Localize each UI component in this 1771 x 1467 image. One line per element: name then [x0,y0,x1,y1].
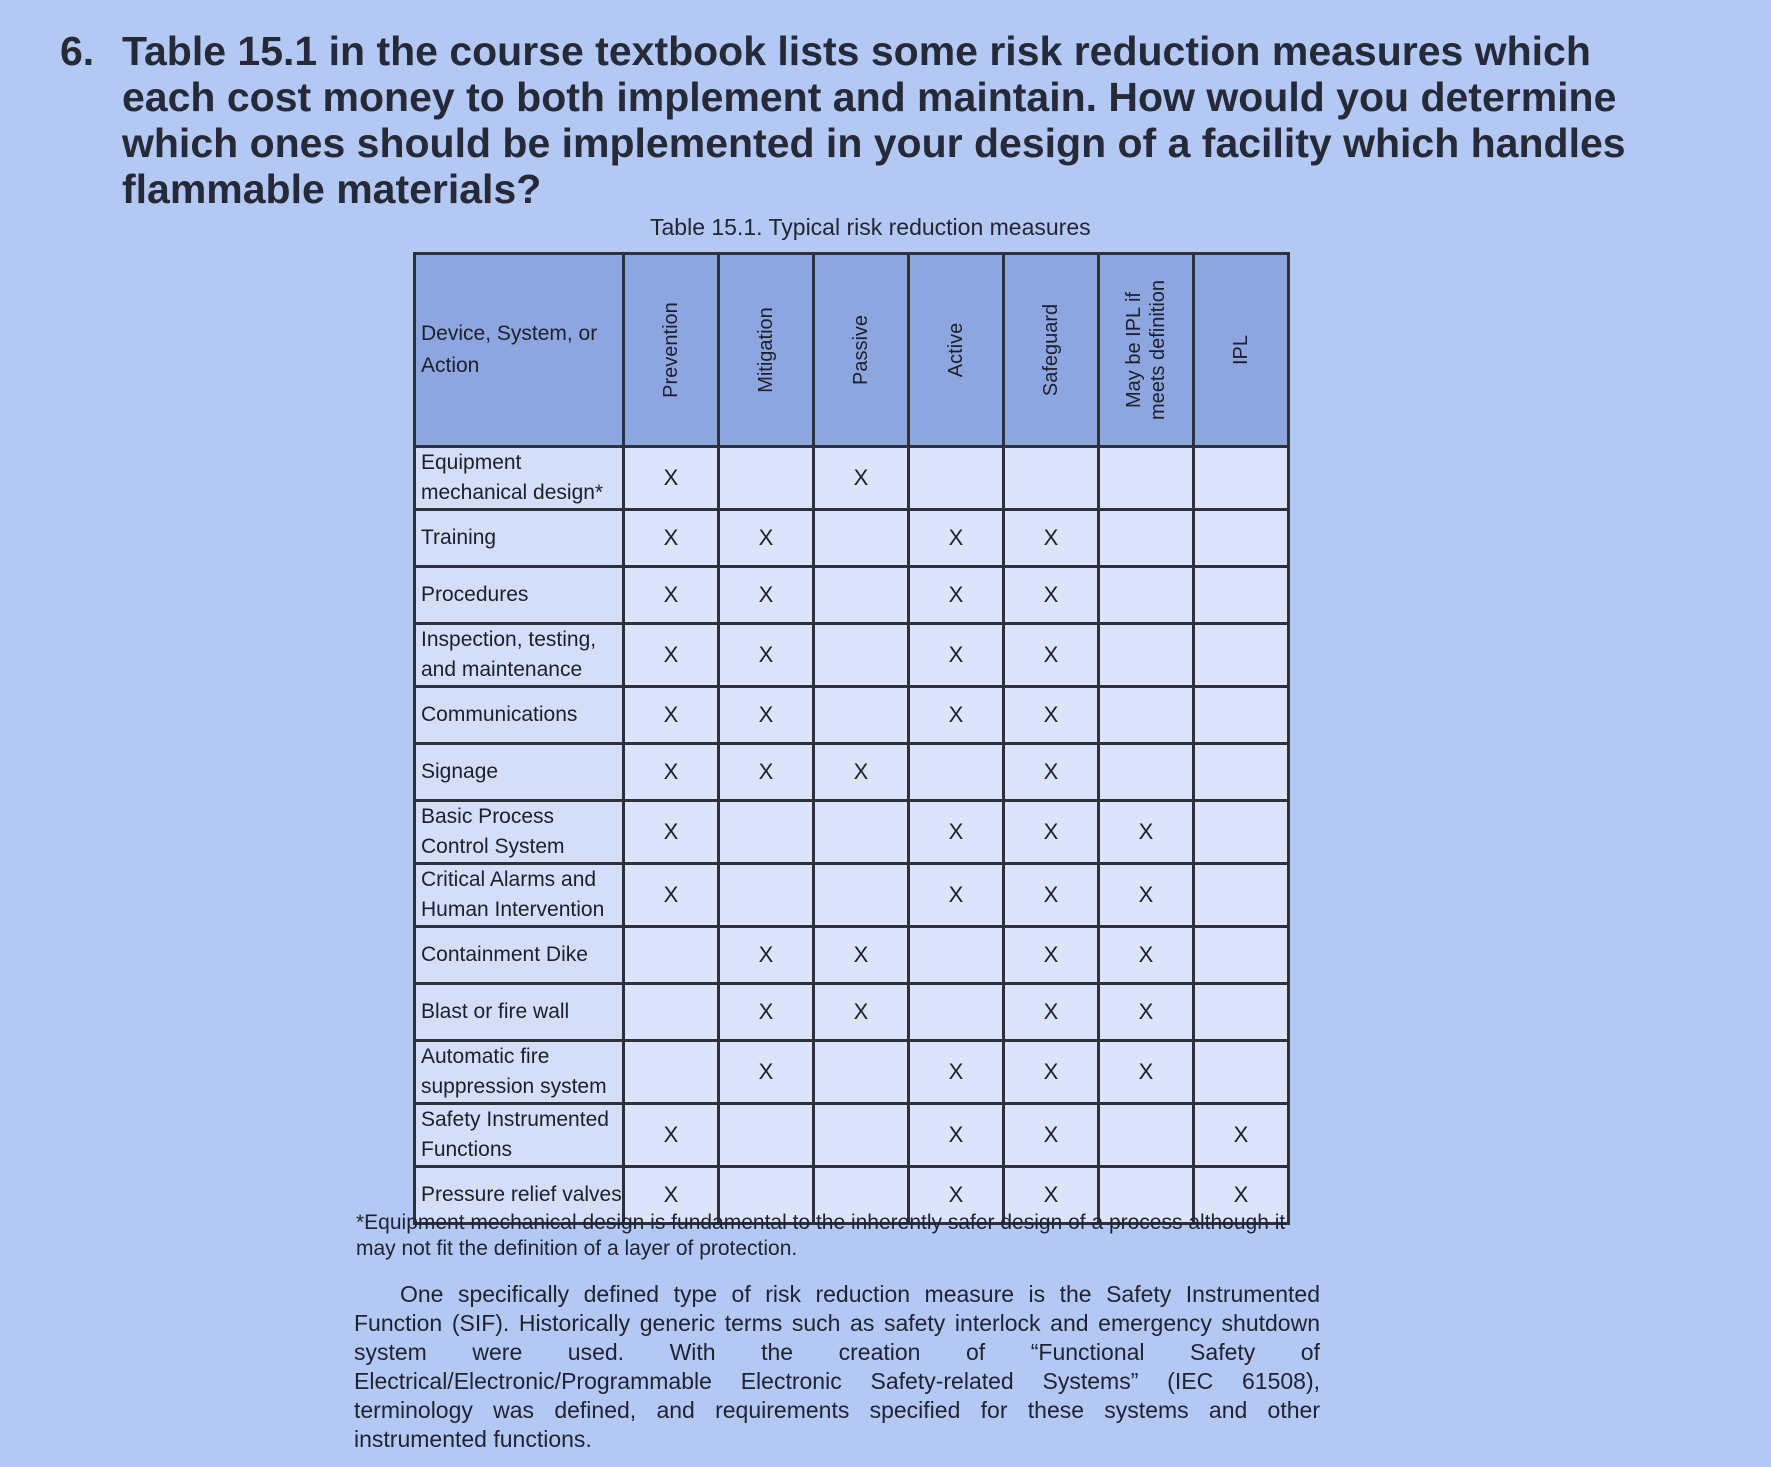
row-name-cell [415,510,624,567]
row-name: Pressure relief valves [421,1183,622,1206]
mark-cell [719,447,814,510]
mark-cell [1004,801,1099,864]
row-name: Signage [421,760,499,783]
x-mark: X [948,1122,964,1147]
column-header [1099,254,1194,447]
x-mark: X [663,525,679,550]
mark-cell [624,687,719,744]
x-mark: X [948,702,964,727]
x-mark: X [1138,819,1154,844]
x-mark: X [948,819,964,844]
x-mark: X [663,819,679,844]
mark-cell [1194,687,1289,744]
table-row [415,510,1289,567]
table-header-row [415,254,1289,447]
x-mark: X [758,525,774,550]
x-mark: X [948,1059,964,1084]
mark-cell [1004,1104,1099,1167]
row-name-cell [415,1104,624,1167]
x-mark: X [1043,882,1059,907]
column-header [624,254,719,447]
x-mark: X [853,465,869,490]
row-name-cell [415,801,624,864]
x-mark: X [663,759,679,784]
row-name-cell [415,567,624,624]
x-mark: X [1043,819,1059,844]
row-header-cell: Device, System, or Action [415,254,624,447]
question-number: 6. [60,28,95,74]
mark-cell [1004,864,1099,927]
x-mark: X [948,642,964,667]
row-name-cell [415,687,624,744]
mark-cell [909,801,1004,864]
mark-cell [814,567,909,624]
mark-cell [719,864,814,927]
row-name: Automatic fire suppression system [421,1045,607,1098]
mark-cell [1099,624,1194,687]
x-mark: X [663,1122,679,1147]
x-mark: X [758,1059,774,1084]
column-header [1004,254,1099,447]
table-caption: Table 15.1. Typical risk reduction measures [650,214,1091,240]
mark-cell [909,447,1004,510]
x-mark: X [948,582,964,607]
mark-cell [909,927,1004,984]
mark-cell [1194,744,1289,801]
x-mark: X [758,582,774,607]
row-name-cell [415,744,624,801]
mark-cell [814,510,909,567]
x-mark: X [1233,1182,1249,1207]
table-row [415,567,1289,624]
x-mark: X [1043,999,1059,1024]
row-name: Inspection, testing, and maintenance [421,628,597,681]
mark-cell [1099,744,1194,801]
mark-cell [814,1041,909,1104]
x-mark: X [1043,759,1059,784]
mark-cell [909,864,1004,927]
mark-cell [814,984,909,1041]
mark-cell [719,687,814,744]
row-name: Containment Dike [421,943,588,966]
question [60,28,1640,212]
x-mark: X [1043,1059,1059,1084]
table-row [415,624,1289,687]
column-label: Prevention [660,302,682,398]
x-mark: X [948,525,964,550]
x-mark: X [663,642,679,667]
table-row [415,984,1289,1041]
table-row [415,927,1289,984]
column-header [719,254,814,447]
column-label: Active [945,322,967,378]
x-mark: X [1043,525,1059,550]
mark-cell [1194,801,1289,864]
mark-cell [1194,567,1289,624]
x-mark: X [1043,1182,1059,1207]
mark-cell [719,801,814,864]
table-body [415,447,1289,1224]
mark-cell [1194,510,1289,567]
paragraph-text: One specifically defined type of risk reduction measure is the Safety Instrumented Function (SIF). Historically generic terms such as safety interlock and emergency shutdown system were used. With the creation of “Functional Safety of Electrical/Electronic/Programmable Electronic Safety-related Systems” (IEC 61508), terminology was defined, and requirements specified for these systems and other instrumented functions. [354,1281,1320,1452]
x-mark: X [663,702,679,727]
mark-cell [719,510,814,567]
mark-cell [1194,1041,1289,1104]
mark-cell [814,864,909,927]
x-mark: X [853,999,869,1024]
x-mark: X [663,1182,679,1207]
question-text: Table 15.1 in the course textbook lists some risk reduction measures which each cost money to both implement and maintain. How would you determine which ones should be implemented in your design of a facility which handles flammable materials? [122,28,1626,212]
mark-cell [1004,567,1099,624]
mark-cell [814,624,909,687]
x-mark: X [853,942,869,967]
mark-cell [1099,687,1194,744]
x-mark: X [758,759,774,784]
mark-cell [624,1041,719,1104]
mark-cell [909,567,1004,624]
mark-cell [719,744,814,801]
mark-cell [719,1104,814,1167]
mark-cell [1194,984,1289,1041]
row-name: Safety Instrumented Functions [421,1108,609,1161]
x-mark: X [663,882,679,907]
mark-cell [1004,447,1099,510]
x-mark: X [948,1182,964,1207]
mark-cell [1099,984,1194,1041]
mark-cell [719,624,814,687]
row-name-cell [415,1041,624,1104]
mark-cell [1004,510,1099,567]
mark-cell [1194,864,1289,927]
row-name-cell [415,927,624,984]
mark-cell [909,1041,1004,1104]
table-row [415,447,1289,510]
mark-cell [814,687,909,744]
row-name-cell [415,984,624,1041]
x-mark: X [1138,882,1154,907]
mark-cell [719,567,814,624]
x-mark: X [1043,942,1059,967]
mark-cell [1004,1041,1099,1104]
mark-cell [814,1104,909,1167]
mark-cell [624,864,719,927]
column-label: IPL [1230,334,1252,366]
mark-cell [624,447,719,510]
mark-cell [1194,1104,1289,1167]
mark-cell [624,927,719,984]
mark-cell [814,927,909,984]
x-mark: X [758,702,774,727]
row-name: Training [421,526,497,549]
mark-cell [909,687,1004,744]
x-mark: X [758,999,774,1024]
mark-cell [909,744,1004,801]
mark-cell [1099,567,1194,624]
mark-cell [624,984,719,1041]
mark-cell [1194,927,1289,984]
table-row [415,744,1289,801]
mark-cell [814,447,909,510]
mark-cell [624,1104,719,1167]
x-mark: X [948,882,964,907]
mark-cell [814,801,909,864]
row-name: Blast or fire wall [421,1000,570,1023]
table-row [415,687,1289,744]
row-name: Equipment mechanical design* [421,451,604,504]
row-name-cell [415,624,624,687]
x-mark: X [1043,642,1059,667]
x-mark: X [663,582,679,607]
row-name: Basic Process Control System [421,805,565,858]
mark-cell [1099,1041,1194,1104]
row-name: Communications [421,703,578,726]
mark-cell [1004,927,1099,984]
x-mark: X [1233,1122,1249,1147]
table-row [415,864,1289,927]
mark-cell [624,624,719,687]
mark-cell [1194,447,1289,510]
mark-cell [719,1041,814,1104]
x-mark: X [1043,1122,1059,1147]
mark-cell [1004,984,1099,1041]
x-mark: X [1043,582,1059,607]
x-mark: X [663,465,679,490]
mark-cell [1004,687,1099,744]
mark-cell [624,801,719,864]
mark-cell [909,1104,1004,1167]
mark-cell [1099,1104,1194,1167]
x-mark: X [1138,1059,1154,1084]
mark-cell [1004,744,1099,801]
row-name-cell [415,864,624,927]
x-mark: X [1138,999,1154,1024]
mark-cell [1194,624,1289,687]
row-name-cell [415,447,624,510]
mark-cell [1099,801,1194,864]
x-mark: X [1138,942,1154,967]
mark-cell [719,927,814,984]
mark-cell [719,984,814,1041]
x-mark: X [853,759,869,784]
table-row [415,1041,1289,1104]
mark-cell [1004,624,1099,687]
mark-cell [1099,510,1194,567]
risk-reduction-table [413,252,1290,1225]
row-name: Critical Alarms and Human Intervention [421,868,605,921]
mark-cell [909,510,1004,567]
mark-cell [1099,927,1194,984]
column-label: Passive [850,314,872,386]
x-mark: X [1043,702,1059,727]
mark-cell [909,624,1004,687]
mark-cell [1099,447,1194,510]
mark-cell [624,510,719,567]
body-paragraph [354,1280,1320,1454]
column-label: Safeguard [1040,303,1062,397]
mark-cell [814,744,909,801]
column-label: May be IPL if meets definition [1123,279,1169,421]
table-row [415,1104,1289,1167]
mark-cell [1099,864,1194,927]
column-header [909,254,1004,447]
table-row [415,801,1289,864]
risk-reduction-table-wrapper [413,252,1290,1225]
column-header [814,254,909,447]
mark-cell [624,567,719,624]
table-footnote: *Equipment mechanical design is fundamental to the inherently safer design of a process although it may not fit the definition of a layer of protection. [356,1211,1286,1260]
mark-cell [909,984,1004,1041]
x-mark: X [758,642,774,667]
mark-cell [624,744,719,801]
column-header [1194,254,1289,447]
x-mark: X [758,942,774,967]
row-name: Procedures [421,583,529,606]
column-label: Mitigation [755,307,777,393]
